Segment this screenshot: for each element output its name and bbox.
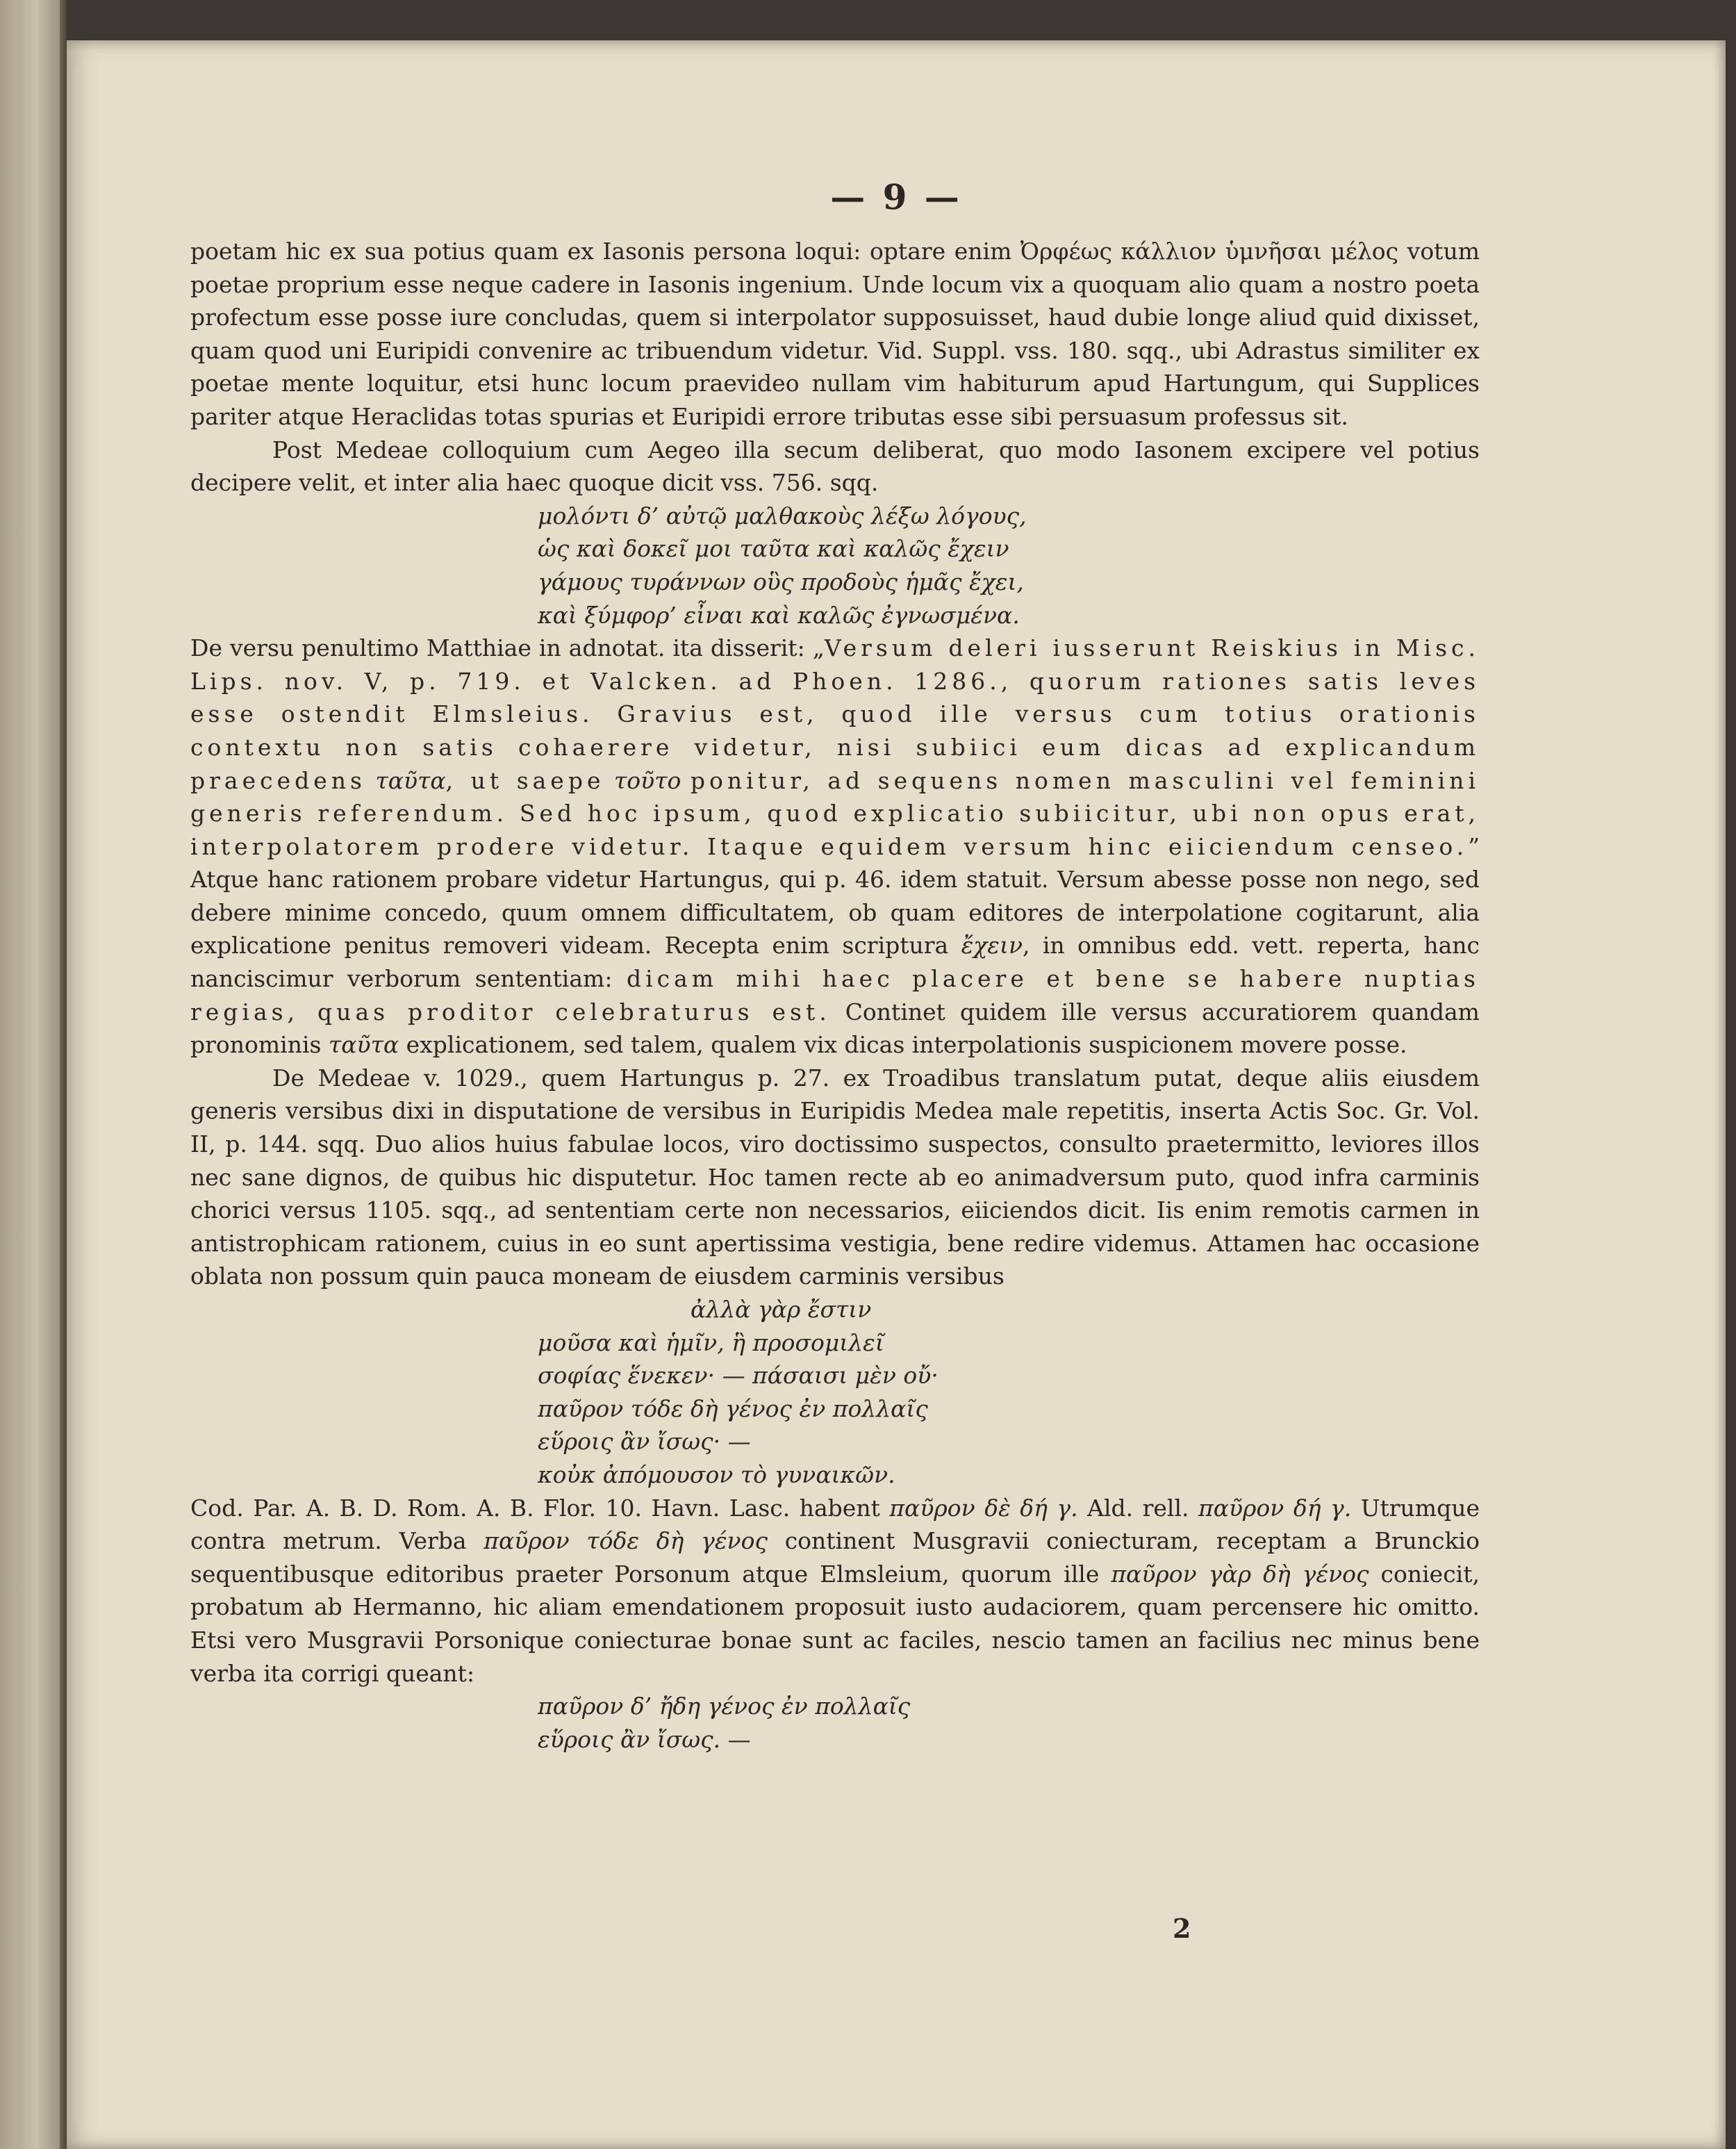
verse-line: ἀλλὰ γὰρ ἔστιν bbox=[691, 1296, 872, 1323]
book-page bbox=[67, 40, 1726, 2149]
verse-line: γάμους τυράννων οὓς προδοὺς ἡμᾶς ἔχει, bbox=[538, 568, 1024, 595]
verse-line: σοφίας ἕνεκεν· — πάσαισι μὲν οὔ· bbox=[538, 1362, 939, 1390]
gutter-shadow bbox=[60, 0, 67, 2149]
verse-line: παῦρον δ’ ἤδη γένος ἐν πολλαῖς bbox=[538, 1693, 911, 1720]
text-run: Utrumque contra metrum. Verba bbox=[190, 1494, 1480, 1555]
greek-phrase: παῦρον γὰρ δὴ γένος bbox=[1111, 1560, 1369, 1588]
greek-word: ἔχειν bbox=[961, 932, 1023, 960]
spaced-quote: , ut saepe bbox=[445, 766, 605, 794]
spaced-quote: ponitur, ad sequens nomen masculini vel feminini generis referendum. Sed hoc ipsum, quod explicatio subiicitur, ubi non opus erat, interpolatorem prodere videtur. Itaque equidem versum hinc eiiciendum censeo. bbox=[190, 766, 1480, 860]
text-run: coniecit, probatum ab Hermanno, hic aliam emendationem proposuit iusto audaciorem, quam percensere hic omitto. Etsi vero Musgravii Porsonique coniecturae bonae sunt ac faciles, nescio tamen an facilius nec minus bene verba ita corrigi queant: bbox=[190, 1560, 1480, 1687]
greek-word: τοῦτο bbox=[614, 766, 681, 794]
greek-phrase: παῦρον δὲ δή γ. bbox=[889, 1494, 1078, 1522]
text-run: , in omnibus edd. vett. reperta, hanc nanciscimur verborum sententiam: bbox=[190, 932, 1480, 993]
page-number: — 9 — bbox=[830, 176, 962, 217]
verse-line: παῦρον τόδε δὴ γένος ἐν πολλαῖς bbox=[538, 1394, 928, 1422]
verse-line: εὕροις ἂν ἴσως. — bbox=[538, 1725, 751, 1753]
text-run: De versu penultimo Matthiae in adnotat. ita disserit: „ bbox=[190, 634, 825, 662]
text-run: explicationem, sed talem, qualem vix dicas interpolationis suspicionem movere posse. bbox=[406, 1031, 1407, 1059]
paragraph-4: De Medeae v. 1029., quem Hartungus p. 27. ex Troadibus translatum putat, deque aliis eiusdem generis versibus dixi in disputatione de versibus in Euripidis Medea male repetitis, inserta Actis Soc. Gr. Vol. II, p. 144. sqq. Duo alios huius fabulae locos, viro doctissimo suspectos, consulto praetermitto, leviores illos nec sane dignos, de quibus hic disputetur. Hoc tamen recte ab eo animadversum puto, quod infra carminis chorici versus 1105. sqq., ad sententiam certe non necessarios, eiiciendos dicit. Iis enim remotis carmen in antistrophicam rationem, cuius in eo sunt apertissima vestigia, bene redire videmus. Attamen hac occasione oblata non possum quin pauca moneam de eiusdem carminis versibus bbox=[190, 1064, 1480, 1290]
signature-mark: 2 bbox=[1173, 1913, 1191, 1944]
text-run: Ald. rell. bbox=[1087, 1494, 1189, 1522]
spaced-translation: dicam mihi haec placere et bene se habere nuptias regias, quas proditor celebraturus est. bbox=[190, 965, 1480, 1026]
text-run: continent Musgravii coniecturam, receptam a Brunckio sequentibusque editoribus praeter Porsonum atque Elmsleium, quorum ille bbox=[190, 1527, 1480, 1588]
greek-phrase: παῦρον δή γ. bbox=[1198, 1494, 1352, 1522]
greek-word: ταῦτα bbox=[328, 1031, 399, 1059]
greek-word: ταῦτα bbox=[375, 766, 446, 794]
text-run: Cod. Par. A. B. D. Rom. A. B. Flor. 10. Havn. Lasc. habent bbox=[190, 1494, 880, 1522]
verse-line: μοῦσα καὶ ἡμῖν, ἣ προσομιλεῖ bbox=[538, 1328, 884, 1356]
verse-line: μολόντι δ’ αὐτῷ μαλθακοὺς λέξω λόγους, bbox=[538, 502, 1027, 529]
greek-verse-3 bbox=[190, 1690, 1480, 1756]
paragraph-1: poetam hic ex sua potius quam ex Iasonis persona loqui: optare enim Ὀρφέως κάλλιον ὑμνῆσαι μέλος votum poetae proprium esse neque cadere in Iasonis ingenium. Unde locum vix a quoquam alio quam a nostro poeta profectum esse posse iure concludas, quem si interpolator supposuisset, haud dubie longe aliud quid dixisset, quam quod uni Euripidi convenire ac tribuendum videtur. Vid. Suppl. vss. 180. sqq., ubi Adrastus similiter ex poetae mente loquitur, etsi hunc locum praevideo nullam vim habiturum apud Hartungum, qui Supplices pariter atque Heraclidas totas spurias et Euripidi errore tributas esse sibi persuasum professus sit. bbox=[190, 238, 1480, 430]
greek-phrase: παῦρον τόδε δὴ γένος bbox=[483, 1527, 768, 1555]
verse-line: καὶ ξύμφορ’ εἶναι καὶ καλῶς ἐγνωσμένα. bbox=[538, 601, 1020, 629]
facing-page-edge bbox=[0, 0, 67, 2149]
spaced-quote: Versum deleri iusserunt Reiskius in Misc. Lips. nov. V, p. 719. et Valcken. ad Phoen. 1286., quorum rationes satis leves esse ostendit Elmsleius. Gravius est, quod ille versus cum totius orationis contextu non satis cohaerere videtur, nisi subiici eum dicas ad explicandum praecedens bbox=[190, 634, 1480, 794]
verse-line: κοὐκ ἀπόμουσον τὸ γυναικῶν. bbox=[538, 1460, 895, 1488]
text-run: ” Atque hanc rationem probare videtur Hartungus, qui p. 46. idem statuit. Versum abesse posse non nego, sed debere minime concedo, quum omnem difficultatem, ob quam editores de interpolatione cogitarunt, alia explicatione penitus removeri videam. Recepta enim scriptura bbox=[190, 832, 1480, 960]
paragraph-5 bbox=[190, 1492, 1480, 1690]
verse-line: ὡς καὶ δοκεῖ μοι ταῦτα καὶ καλῶς ἔχειν bbox=[538, 535, 1009, 563]
verse-line: εὕροις ἂν ἴσως· — bbox=[538, 1428, 751, 1456]
text-run: Continet quidem ille versus accuratiorem quandam pronominis bbox=[190, 998, 1480, 1059]
page-text bbox=[190, 235, 1480, 1756]
greek-verse-1 bbox=[190, 500, 1480, 632]
paragraph-2: Post Medeae colloquium cum Aegeo illa secum deliberat, quo modo Iasonem excipere vel potius decipere velit, et inter alia haec quoque dicit vss. 756. sqq. bbox=[190, 436, 1480, 497]
greek-verse-2 bbox=[190, 1293, 1480, 1492]
paragraph-3 bbox=[190, 632, 1480, 1062]
